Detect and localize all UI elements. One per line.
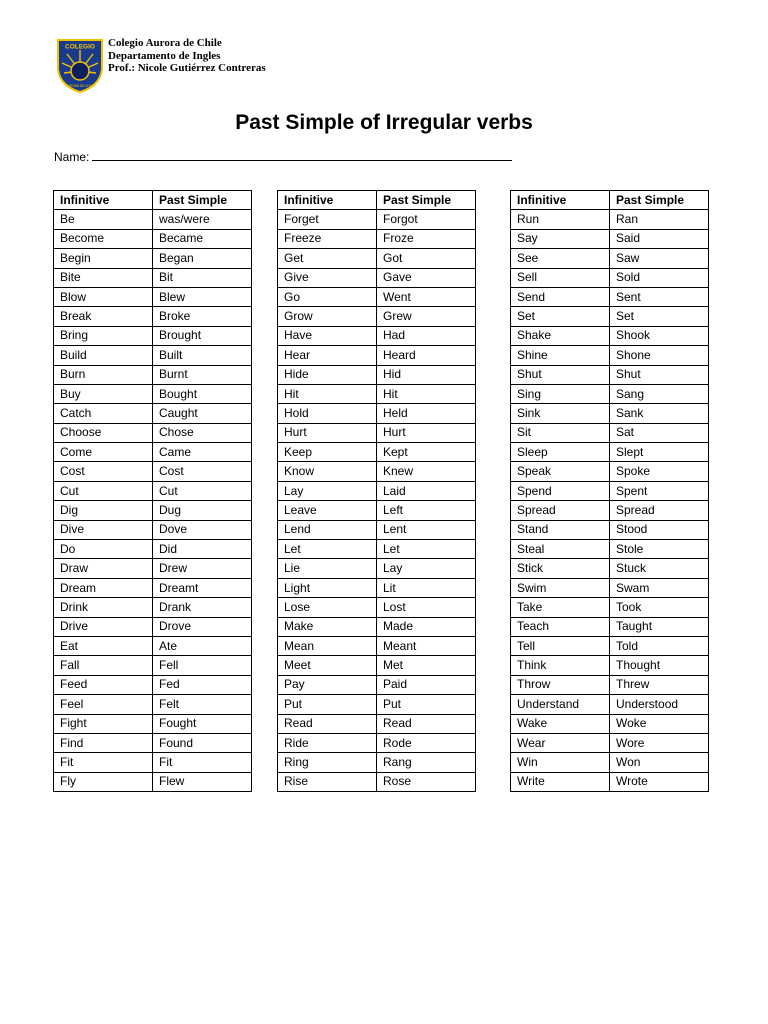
table-row — [511, 540, 709, 559]
infinitive-cell: Swim — [511, 578, 610, 597]
infinitive-cell: Wake — [511, 714, 610, 733]
infinitive-cell: Teach — [511, 617, 610, 636]
past-simple-cell: Did — [153, 540, 252, 559]
table-row — [54, 462, 252, 481]
infinitive-cell: Dig — [54, 501, 153, 520]
verb-table-3 — [510, 190, 709, 792]
table-row — [511, 249, 709, 268]
table-row — [54, 249, 252, 268]
infinitive-cell: Send — [511, 287, 610, 306]
infinitive-cell: Go — [278, 287, 377, 306]
past-simple-cell: Fell — [153, 656, 252, 675]
past-simple-cell: Brought — [153, 326, 252, 345]
infinitive-cell: Set — [511, 307, 610, 326]
infinitive-cell: Blow — [54, 287, 153, 306]
past-simple-cell: Lent — [377, 520, 476, 539]
infinitive-cell: Be — [54, 210, 153, 229]
table-row — [278, 675, 476, 694]
table-row — [278, 326, 476, 345]
table-row — [511, 753, 709, 772]
past-simple-cell: Spoke — [610, 462, 709, 481]
table-row — [511, 501, 709, 520]
infinitive-cell: Spend — [511, 481, 610, 500]
table-row — [54, 268, 252, 287]
infinitive-cell: Lend — [278, 520, 377, 539]
table-row — [511, 326, 709, 345]
infinitive-cell: Cost — [54, 462, 153, 481]
past-simple-cell: Slept — [610, 443, 709, 462]
infinitive-header: Infinitive — [511, 191, 610, 210]
past-simple-cell: Met — [377, 656, 476, 675]
table-row — [511, 559, 709, 578]
table-row — [511, 384, 709, 403]
infinitive-cell: Leave — [278, 501, 377, 520]
infinitive-cell: Sit — [511, 423, 610, 442]
table-row — [278, 268, 476, 287]
past-simple-cell: Threw — [610, 675, 709, 694]
table-row — [278, 462, 476, 481]
past-simple-cell: Saw — [610, 249, 709, 268]
table-row — [278, 287, 476, 306]
past-simple-cell: Left — [377, 501, 476, 520]
past-simple-cell: Shone — [610, 346, 709, 365]
table-row — [511, 714, 709, 733]
infinitive-cell: Take — [511, 598, 610, 617]
table-row — [278, 481, 476, 500]
past-simple-cell: Rode — [377, 733, 476, 752]
past-simple-cell: Shut — [610, 365, 709, 384]
past-simple-cell: Stole — [610, 540, 709, 559]
past-simple-header: Past Simple — [153, 191, 252, 210]
infinitive-cell: Bite — [54, 268, 153, 287]
infinitive-cell: Feed — [54, 675, 153, 694]
past-simple-cell: Sank — [610, 404, 709, 423]
past-simple-cell: Read — [377, 714, 476, 733]
infinitive-cell: Rise — [278, 772, 377, 791]
past-simple-cell: Won — [610, 753, 709, 772]
table-row — [278, 249, 476, 268]
past-simple-cell: was/were — [153, 210, 252, 229]
past-simple-cell: Caught — [153, 404, 252, 423]
table-row — [278, 307, 476, 326]
infinitive-cell: Sleep — [511, 443, 610, 462]
table-row — [54, 346, 252, 365]
table-row — [54, 598, 252, 617]
school-name: Colegio Aurora de Chile — [108, 37, 222, 49]
past-simple-cell: Paid — [377, 675, 476, 694]
table-row — [278, 695, 476, 714]
past-simple-cell: Sat — [610, 423, 709, 442]
past-simple-cell: Fought — [153, 714, 252, 733]
table-header-row — [54, 191, 252, 210]
table-row — [511, 210, 709, 229]
table-row — [511, 307, 709, 326]
page-title: Past Simple of Irregular verbs — [235, 111, 533, 134]
past-simple-cell: Became — [153, 229, 252, 248]
infinitive-cell: Run — [511, 210, 610, 229]
svg-text:COLEGIO: COLEGIO — [65, 43, 95, 51]
past-simple-cell: Hit — [377, 384, 476, 403]
table-row — [511, 268, 709, 287]
past-simple-cell: Began — [153, 249, 252, 268]
infinitive-cell: Sing — [511, 384, 610, 403]
infinitive-cell: Pay — [278, 675, 377, 694]
past-simple-cell: Thought — [610, 656, 709, 675]
past-simple-cell: Went — [377, 287, 476, 306]
infinitive-cell: Hear — [278, 346, 377, 365]
table-row — [278, 443, 476, 462]
infinitive-cell: Have — [278, 326, 377, 345]
table-row — [511, 520, 709, 539]
past-simple-cell: Laid — [377, 481, 476, 500]
table-row — [511, 346, 709, 365]
table-row — [278, 617, 476, 636]
infinitive-cell: Buy — [54, 384, 153, 403]
past-simple-cell: Burnt — [153, 365, 252, 384]
infinitive-cell: Catch — [54, 404, 153, 423]
past-simple-cell: Blew — [153, 287, 252, 306]
school-info — [108, 37, 266, 75]
table-row — [278, 598, 476, 617]
infinitive-cell: Become — [54, 229, 153, 248]
verb-table-2 — [277, 190, 476, 792]
table-row — [54, 229, 252, 248]
infinitive-cell: Understand — [511, 695, 610, 714]
past-simple-cell: Came — [153, 443, 252, 462]
past-simple-cell: Stood — [610, 520, 709, 539]
table-row — [278, 229, 476, 248]
table-row — [278, 636, 476, 655]
table-row — [54, 714, 252, 733]
past-simple-cell: Forgot — [377, 210, 476, 229]
past-simple-cell: Stuck — [610, 559, 709, 578]
infinitive-header: Infinitive — [54, 191, 153, 210]
infinitive-cell: Stick — [511, 559, 610, 578]
infinitive-cell: Sink — [511, 404, 610, 423]
table-row — [54, 675, 252, 694]
name-blank-line[interactable] — [92, 149, 512, 161]
infinitive-cell: Light — [278, 578, 377, 597]
infinitive-cell: Steal — [511, 540, 610, 559]
infinitive-cell: Drink — [54, 598, 153, 617]
table-row — [511, 733, 709, 752]
table-row — [278, 501, 476, 520]
table-row — [278, 346, 476, 365]
table-row — [54, 695, 252, 714]
table-row — [511, 365, 709, 384]
infinitive-cell: Mean — [278, 636, 377, 655]
past-simple-cell: Understood — [610, 695, 709, 714]
past-simple-cell: Spent — [610, 481, 709, 500]
infinitive-cell: Drive — [54, 617, 153, 636]
infinitive-cell: Think — [511, 656, 610, 675]
infinitive-header: Infinitive — [278, 191, 377, 210]
infinitive-cell: Hide — [278, 365, 377, 384]
infinitive-cell: Shine — [511, 346, 610, 365]
past-simple-cell: Said — [610, 229, 709, 248]
infinitive-cell: Tell — [511, 636, 610, 655]
table-row — [278, 714, 476, 733]
infinitive-cell: Grow — [278, 307, 377, 326]
infinitive-cell: Ring — [278, 753, 377, 772]
past-simple-cell: Drew — [153, 559, 252, 578]
infinitive-cell: Write — [511, 772, 610, 791]
table-row — [511, 229, 709, 248]
infinitive-cell: Burn — [54, 365, 153, 384]
infinitive-cell: Forget — [278, 210, 377, 229]
past-simple-cell: Took — [610, 598, 709, 617]
table-row — [511, 598, 709, 617]
past-simple-cell: Fed — [153, 675, 252, 694]
table-row — [54, 753, 252, 772]
infinitive-cell: Fly — [54, 772, 153, 791]
table-row — [511, 578, 709, 597]
table-row — [278, 210, 476, 229]
past-simple-cell: Bit — [153, 268, 252, 287]
past-simple-cell: Rang — [377, 753, 476, 772]
past-simple-cell: Dreamt — [153, 578, 252, 597]
past-simple-cell: Froze — [377, 229, 476, 248]
past-simple-cell: Bought — [153, 384, 252, 403]
past-simple-cell: Had — [377, 326, 476, 345]
infinitive-cell: Find — [54, 733, 153, 752]
infinitive-cell: Throw — [511, 675, 610, 694]
table-row — [278, 772, 476, 791]
past-simple-cell: Ran — [610, 210, 709, 229]
infinitive-cell: Dive — [54, 520, 153, 539]
infinitive-cell: Lose — [278, 598, 377, 617]
infinitive-cell: Hurt — [278, 423, 377, 442]
past-simple-cell: Let — [377, 540, 476, 559]
infinitive-cell: Choose — [54, 423, 153, 442]
table-row — [278, 559, 476, 578]
infinitive-cell: Fall — [54, 656, 153, 675]
table-row — [511, 675, 709, 694]
table-row — [278, 423, 476, 442]
name-label: Name: — [54, 150, 90, 164]
table-row — [54, 501, 252, 520]
table-row — [278, 540, 476, 559]
infinitive-cell: Freeze — [278, 229, 377, 248]
infinitive-cell: Get — [278, 249, 377, 268]
infinitive-cell: Spread — [511, 501, 610, 520]
table-row — [54, 443, 252, 462]
past-simple-cell: Put — [377, 695, 476, 714]
infinitive-cell: Hit — [278, 384, 377, 403]
past-simple-cell: Gave — [377, 268, 476, 287]
past-simple-cell: Fit — [153, 753, 252, 772]
past-simple-cell: Heard — [377, 346, 476, 365]
table-row — [54, 365, 252, 384]
infinitive-cell: Lie — [278, 559, 377, 578]
table-header-row — [278, 191, 476, 210]
past-simple-cell: Knew — [377, 462, 476, 481]
past-simple-cell: Felt — [153, 695, 252, 714]
past-simple-cell: Got — [377, 249, 476, 268]
table-row — [54, 307, 252, 326]
infinitive-cell: Bring — [54, 326, 153, 345]
past-simple-cell: Ate — [153, 636, 252, 655]
infinitive-cell: Feel — [54, 695, 153, 714]
past-simple-cell: Woke — [610, 714, 709, 733]
past-simple-cell: Drank — [153, 598, 252, 617]
table-row — [54, 210, 252, 229]
table-row — [54, 540, 252, 559]
infinitive-cell: Sell — [511, 268, 610, 287]
infinitive-cell: Put — [278, 695, 377, 714]
table-row — [511, 481, 709, 500]
past-simple-cell: Hid — [377, 365, 476, 384]
infinitive-cell: Wear — [511, 733, 610, 752]
table-header-row — [511, 191, 709, 210]
table-row — [54, 287, 252, 306]
past-simple-cell: Drove — [153, 617, 252, 636]
past-simple-cell: Flew — [153, 772, 252, 791]
table-row — [54, 617, 252, 636]
infinitive-cell: Fight — [54, 714, 153, 733]
table-row — [511, 462, 709, 481]
table-row — [511, 636, 709, 655]
infinitive-cell: Come — [54, 443, 153, 462]
past-simple-cell: Swam — [610, 578, 709, 597]
past-simple-cell: Hurt — [377, 423, 476, 442]
infinitive-cell: Meet — [278, 656, 377, 675]
infinitive-cell: Make — [278, 617, 377, 636]
table-row — [54, 772, 252, 791]
past-simple-cell: Taught — [610, 617, 709, 636]
table-row — [54, 404, 252, 423]
name-field — [54, 149, 512, 164]
past-simple-header: Past Simple — [610, 191, 709, 210]
infinitive-cell: Draw — [54, 559, 153, 578]
school-crest-logo — [55, 37, 105, 93]
table-row — [54, 520, 252, 539]
past-simple-header: Past Simple — [377, 191, 476, 210]
infinitive-cell: Ride — [278, 733, 377, 752]
infinitive-cell: Begin — [54, 249, 153, 268]
infinitive-cell: Lay — [278, 481, 377, 500]
table-row — [278, 753, 476, 772]
past-simple-cell: Found — [153, 733, 252, 752]
table-row — [511, 772, 709, 791]
table-row — [511, 695, 709, 714]
table-row — [278, 404, 476, 423]
past-simple-cell: Dug — [153, 501, 252, 520]
svg-text:AURORA DE CHILE: AURORA DE CHILE — [65, 84, 95, 88]
infinitive-cell: Break — [54, 307, 153, 326]
infinitive-cell: Do — [54, 540, 153, 559]
infinitive-cell: Shut — [511, 365, 610, 384]
past-simple-cell: Dove — [153, 520, 252, 539]
infinitive-cell: Give — [278, 268, 377, 287]
infinitive-cell: Stand — [511, 520, 610, 539]
infinitive-cell: Dream — [54, 578, 153, 597]
table-row — [54, 559, 252, 578]
table-row — [278, 384, 476, 403]
table-row — [278, 365, 476, 384]
past-simple-cell: Held — [377, 404, 476, 423]
teacher-name: Prof.: Nicole Gutiérrez Contreras — [108, 62, 266, 74]
past-simple-cell: Lost — [377, 598, 476, 617]
table-row — [54, 733, 252, 752]
infinitive-cell: Build — [54, 346, 153, 365]
table-row — [511, 443, 709, 462]
department-name: Departamento de Ingles — [108, 49, 221, 62]
past-simple-cell: Lit — [377, 578, 476, 597]
infinitive-cell: Eat — [54, 636, 153, 655]
past-simple-cell: Rose — [377, 772, 476, 791]
infinitive-cell: Shake — [511, 326, 610, 345]
table-row — [511, 423, 709, 442]
past-simple-cell: Cost — [153, 462, 252, 481]
table-row — [278, 656, 476, 675]
past-simple-cell: Cut — [153, 481, 252, 500]
past-simple-cell: Broke — [153, 307, 252, 326]
infinitive-cell: Let — [278, 540, 377, 559]
past-simple-cell: Told — [610, 636, 709, 655]
table-row — [54, 481, 252, 500]
infinitive-cell: Know — [278, 462, 377, 481]
infinitive-cell: Say — [511, 229, 610, 248]
table-row — [278, 578, 476, 597]
past-simple-cell: Chose — [153, 423, 252, 442]
verb-table-1 — [53, 190, 252, 792]
past-simple-cell: Grew — [377, 307, 476, 326]
table-row — [54, 578, 252, 597]
past-simple-cell: Meant — [377, 636, 476, 655]
past-simple-cell: Spread — [610, 501, 709, 520]
past-simple-cell: Kept — [377, 443, 476, 462]
past-simple-cell: Wore — [610, 733, 709, 752]
table-row — [278, 520, 476, 539]
infinitive-cell: Read — [278, 714, 377, 733]
past-simple-cell: Shook — [610, 326, 709, 345]
past-simple-cell: Set — [610, 307, 709, 326]
infinitive-cell: Keep — [278, 443, 377, 462]
infinitive-cell: Cut — [54, 481, 153, 500]
past-simple-cell: Lay — [377, 559, 476, 578]
table-row — [54, 656, 252, 675]
infinitive-cell: Fit — [54, 753, 153, 772]
infinitive-cell: Win — [511, 753, 610, 772]
table-row — [511, 617, 709, 636]
table-row — [511, 404, 709, 423]
past-simple-cell: Sent — [610, 287, 709, 306]
table-row — [511, 287, 709, 306]
table-row — [278, 733, 476, 752]
infinitive-cell: Hold — [278, 404, 377, 423]
table-row — [511, 656, 709, 675]
infinitive-cell: See — [511, 249, 610, 268]
table-row — [54, 326, 252, 345]
past-simple-cell: Sang — [610, 384, 709, 403]
past-simple-cell: Wrote — [610, 772, 709, 791]
past-simple-cell: Sold — [610, 268, 709, 287]
table-row — [54, 384, 252, 403]
past-simple-cell: Built — [153, 346, 252, 365]
table-row — [54, 423, 252, 442]
table-row — [54, 636, 252, 655]
past-simple-cell: Made — [377, 617, 476, 636]
infinitive-cell: Speak — [511, 462, 610, 481]
